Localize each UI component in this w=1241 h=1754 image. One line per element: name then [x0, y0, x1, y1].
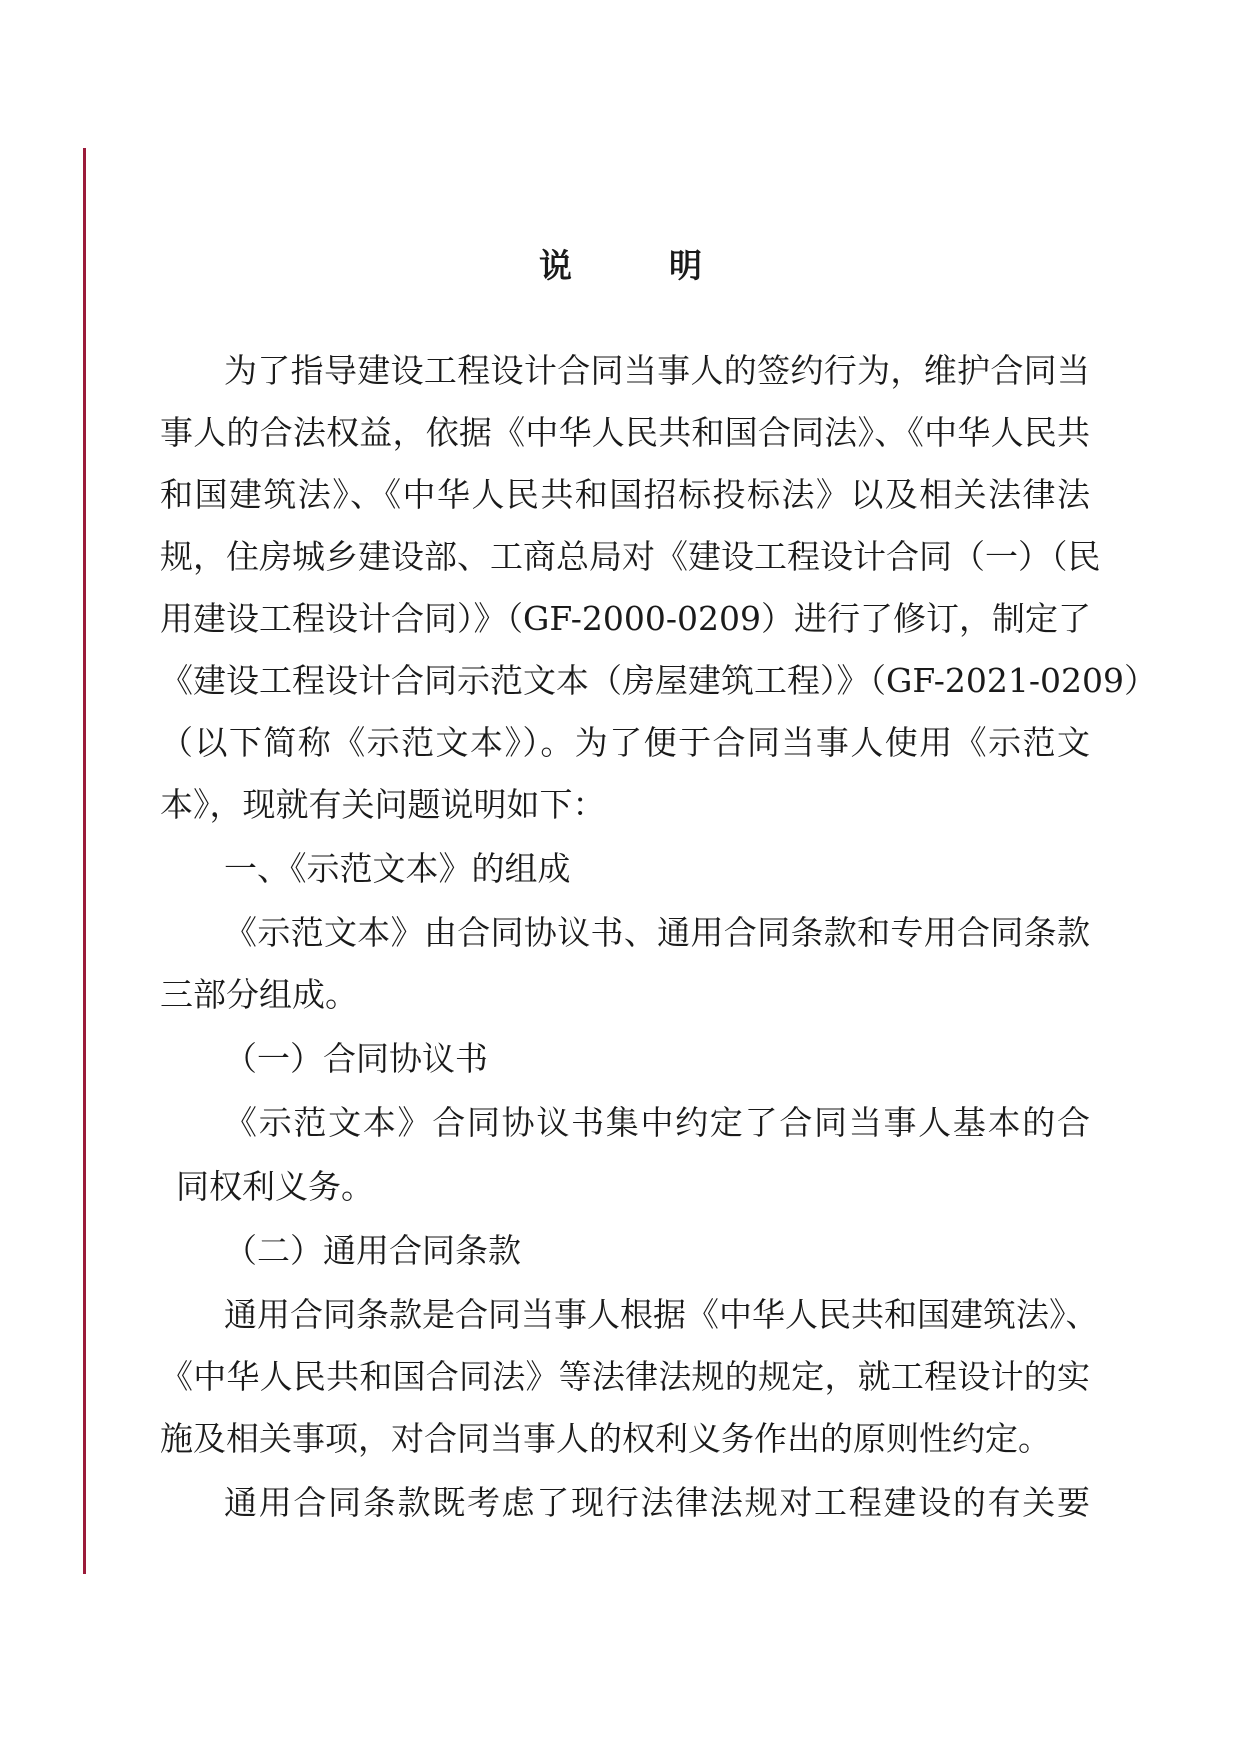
paragraph-line: 通用合同条款是合同当事人根据《中华人民共和国建筑法》、 — [224, 1295, 1099, 1334]
page-title: 说 明 — [539, 246, 734, 285]
paragraph-line: 同权利义务。 — [176, 1167, 374, 1206]
paragraph-line: 本》，现就有关问题说明如下： — [160, 785, 606, 824]
paragraph-line: 《示范文本》由合同协议书、通用合同条款和专用合同条款 — [224, 913, 1090, 952]
paragraph-line: 规，住房城乡建设部、工商总局对《建设工程设计合同（一）（民 — [160, 537, 1101, 576]
paragraph-line: 通用合同条款既考虑了现行法律法规对工程建设的有关要 — [224, 1483, 1090, 1522]
subsection-heading: （一）合同协议书 — [224, 1039, 488, 1078]
paragraph-line: 用建设工程设计合同）》（GF-2000-0209）进行了修订，制定了 — [160, 599, 1092, 638]
section-heading: 一、《示范文本》的组成 — [224, 849, 571, 888]
paragraph-line: 为了指导建设工程设计合同当事人的签约行为，维护合同当 — [224, 351, 1090, 390]
subsection-heading: （二）通用合同条款 — [224, 1231, 521, 1270]
paragraph-line: 和国建筑法》、《中华人民共和国招标投标法》以及相关法律法 — [160, 475, 1090, 514]
paragraph-line: 《建设工程设计合同示范文本（房屋建筑工程）》（GF-2021-0209） — [160, 661, 1158, 700]
paragraph-line: 《示范文本》合同协议书集中约定了合同当事人基本的合 — [224, 1103, 1090, 1142]
paragraph-line: （以下简称《示范文本》）。为了便于合同当事人使用《示范文 — [160, 723, 1090, 762]
paragraph-line: 三部分组成。 — [160, 975, 358, 1014]
paragraph-line: 事人的合法权益，依据《中华人民共和国合同法》、《中华人民共 — [160, 413, 1090, 452]
paragraph-line: 施及相关事项，对合同当事人的权利义务作出的原则性约定。 — [160, 1419, 1051, 1458]
paragraph-line: 《中华人民共和国合同法》等法律法规的规定，就工程设计的实 — [160, 1357, 1090, 1396]
margin-rule — [83, 148, 86, 1574]
